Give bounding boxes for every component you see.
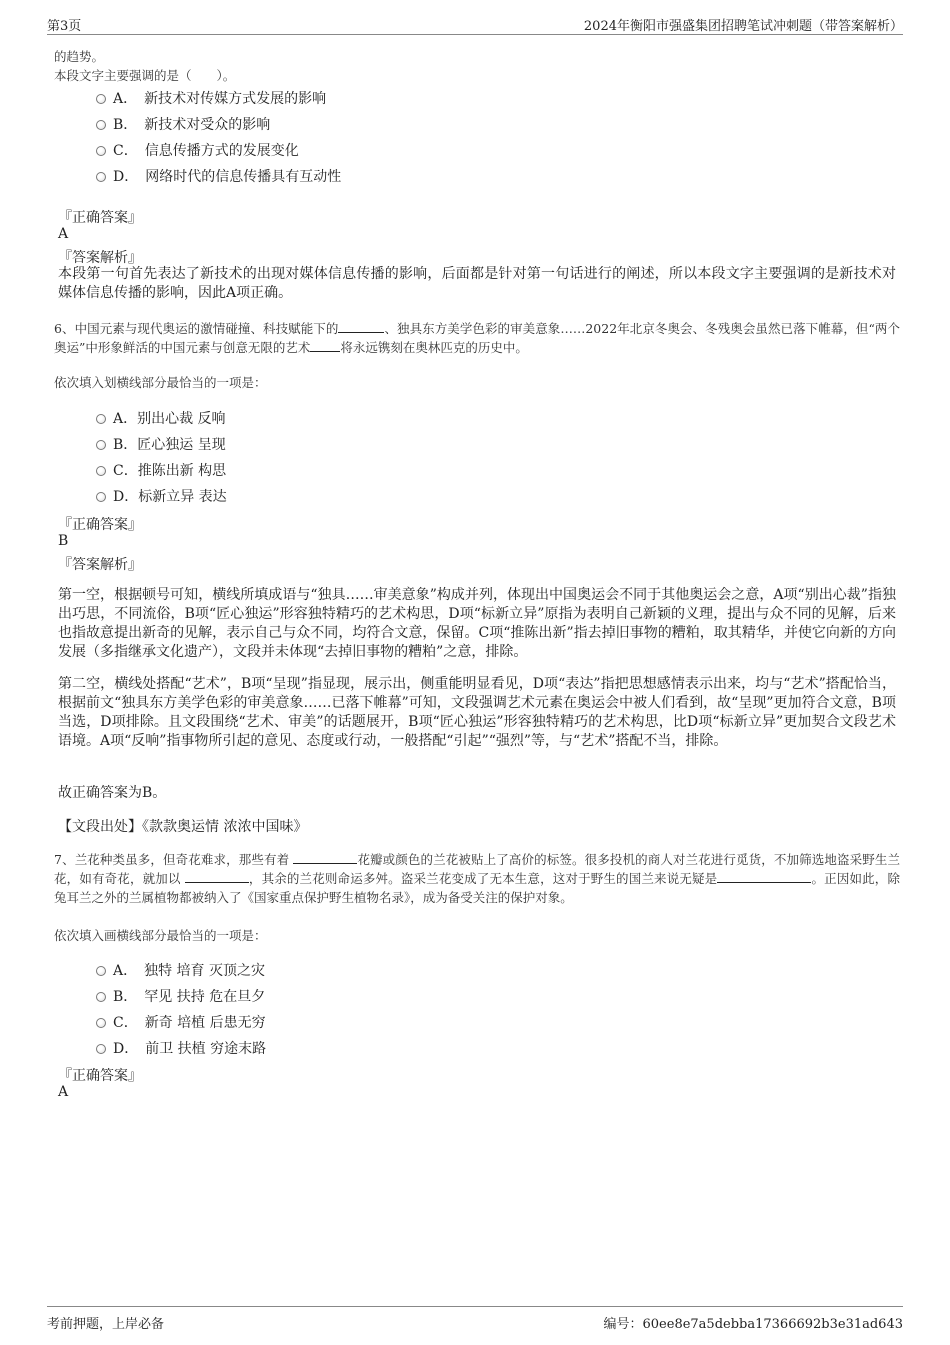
q7-option-c[interactable]: C． 新奇 培植 后患无穷 xyxy=(96,1012,266,1032)
q7-stem: 7、兰花种类虽多，但奇花难求，那些有着 花瓣或颜色的兰花被贴上了高价的标签。很多投机的商人对兰花进行觅货，不加筛选地盗采野生兰花，如有奇花，就加以 ，其余的兰花则命运多舛。盗采兰花变成了无本生意，这对于野生的国兰来说无疑是 。正因如此，除兔耳兰之外的兰属植物都被纳入了《国家重点保护野生植物名录》，成为备受关注的保护对象。 xyxy=(54,852,900,905)
radio-icon[interactable] xyxy=(96,440,106,450)
document-title: 2024年衡阳市强盛集团招聘笔试冲刺题（带答案解析） xyxy=(583,19,903,34)
blank-1 xyxy=(293,851,357,864)
blank-2 xyxy=(310,339,340,352)
radio-icon[interactable] xyxy=(96,1044,106,1054)
q5-option-b[interactable]: B． 新技术对受众的影响 xyxy=(96,114,270,134)
q6-prompt: 依次填入划横线部分最恰当的一项是： xyxy=(54,375,267,390)
q6-source: 【文段出处】《款款奥运情 浓浓中国味》 xyxy=(58,819,308,835)
q5-analysis: 本段第一句首先表达了新技术的出现对媒体信息传播的影响，后面都是针对第一句话进行的阐述，所以本段文字主要强调的是新技术对媒体信息传播的影响，因此A项正确。 xyxy=(58,266,896,301)
footer-slogan: 考前押题，上岸必备 xyxy=(47,1317,165,1332)
document-id: 编号：60ee8e7a5debba17366692b3e31ad643 xyxy=(603,1317,903,1332)
q6-analysis-label: 『答案解析』 xyxy=(58,557,142,573)
page-number: 第3页 xyxy=(47,19,82,34)
q5-option-d[interactable]: D． 网络时代的信息传播具有互动性 xyxy=(96,166,341,186)
q5-stem-tail: 的趋势。 xyxy=(54,49,105,64)
q7-option-a[interactable]: A． 独特 培育 灭顶之灾 xyxy=(96,960,265,980)
q6-option-d[interactable]: D．标新立异 表达 xyxy=(96,486,227,506)
radio-icon[interactable] xyxy=(96,966,106,976)
q6-analysis-p2: 第二空，横线处搭配“艺术”，B项“呈现”指显现，展示出，侧重能明显看见，D项“表达”指把思想感情表示出来，均与“艺术”搭配恰当，根据前文“独具东方美学色彩的审美意象……已落下帷幕”可知，文段强调艺术元素在奥运会中被人们看到，故“呈现”更加符合文意，B项当选，D项排除。且文段围绕“艺术、审美”的话题展开，B项“匠心独运”形容独特精巧的艺术构思，比D项“标新立异”更加契合文段艺术语境。A项“反响”指事物所引起的意见、态度或行动，一般搭配“引起”“强烈”等，与“艺术”搭配不当，排除。 xyxy=(58,676,896,749)
q6-analysis-p1: 第一空，根据顿号可知，横线所填成语与“独具……审美意象”构成并列，体现出中国奥运会不同于其他奥运会之意，A项“别出心裁”指独出巧思，不同流俗，B项“匠心独运”形容独特精巧的艺术构思，D项“标新立异”原指为表明自己新颖的义理，提出与众不同的见解，后来也指故意提出新奇的见解，表示自己与众不同，均符合文意，保留。C项“推陈出新”指去掉旧事物的糟粕，取其精华，并使它向新的方向发展（多指继承文化遗产），文段并未体现“去掉旧事物的糟粕”之意，排除。 xyxy=(58,587,896,660)
q6-option-b[interactable]: B．匠心独运 呈现 xyxy=(96,434,226,454)
q6-answer-label: 『正确答案』 xyxy=(58,517,142,533)
radio-icon[interactable] xyxy=(96,492,106,502)
radio-icon[interactable] xyxy=(96,414,106,424)
q5-answer: A xyxy=(58,226,69,242)
q6-analysis-conclusion: 故正确答案为B。 xyxy=(58,785,167,801)
q6-option-c[interactable]: C．推陈出新 构思 xyxy=(96,460,226,480)
page-footer xyxy=(47,1306,903,1332)
q7-option-d[interactable]: D． 前卫 扶植 穷途末路 xyxy=(96,1038,266,1058)
q5-prompt: 本段文字主要强调的是（ ）。 xyxy=(54,68,236,83)
radio-icon[interactable] xyxy=(96,1018,106,1028)
q5-answer-label: 『正确答案』 xyxy=(58,210,142,226)
radio-icon[interactable] xyxy=(96,94,106,104)
q7-option-b[interactable]: B． 罕见 扶持 危在旦夕 xyxy=(96,986,265,1006)
page-header xyxy=(47,14,903,35)
q6-stem: 6、中国元素与现代奥运的激情碰撞、科技赋能下的 、独具东方美学色彩的审美意象……2022年北京冬奥会、冬残奥会虽然已落下帷幕，但“两个奥运”中形象鲜活的中国元素与创意无限的艺术 将永远镌刻在奥林匹克的历史中。 xyxy=(54,321,900,355)
radio-icon[interactable] xyxy=(96,146,106,156)
q7-answer: A xyxy=(58,1084,69,1100)
q6-answer: B xyxy=(58,533,69,549)
q5-option-c[interactable]: C． 信息传播方式的发展变化 xyxy=(96,140,299,160)
q7-prompt: 依次填入画横线部分最恰当的一项是： xyxy=(54,928,267,943)
blank-3 xyxy=(717,870,811,883)
radio-icon[interactable] xyxy=(96,172,106,182)
blank-1 xyxy=(338,320,384,333)
blank-2 xyxy=(185,870,249,883)
q5-option-a[interactable]: A． 新技术对传媒方式发展的影响 xyxy=(96,88,326,108)
q7-answer-label: 『正确答案』 xyxy=(58,1068,142,1084)
q5-analysis-label: 『答案解析』 xyxy=(58,250,142,266)
radio-icon[interactable] xyxy=(96,466,106,476)
radio-icon[interactable] xyxy=(96,120,106,130)
radio-icon[interactable] xyxy=(96,992,106,1002)
q6-option-a[interactable]: A．别出心裁 反响 xyxy=(96,408,226,428)
